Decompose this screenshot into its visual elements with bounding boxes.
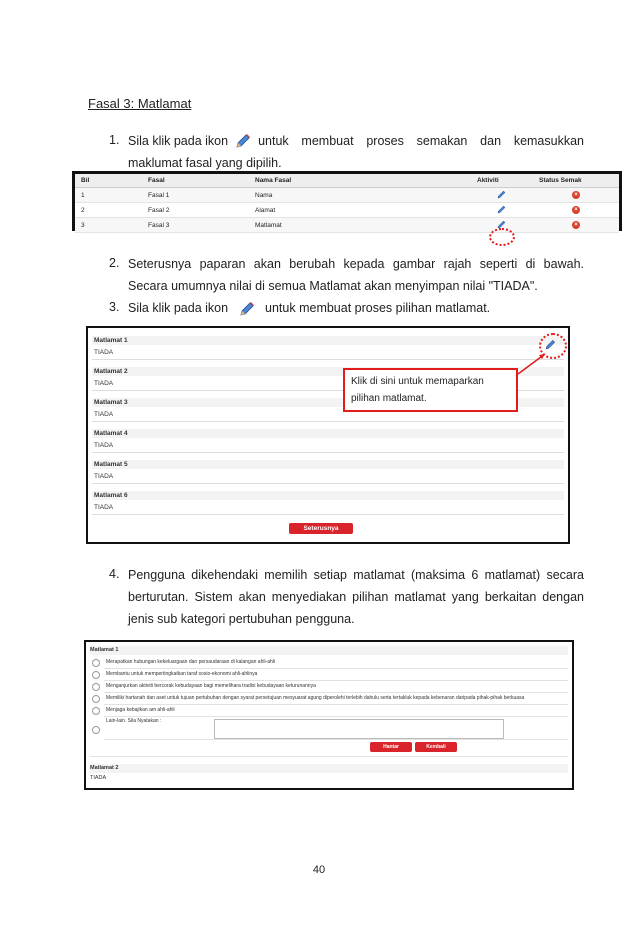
matlamat-value: TIADA [94,411,114,418]
matlamat-value: TIADA [94,380,114,387]
fasal-table [75,174,619,233]
callout-arrow [515,350,551,378]
step-1-text-b: untuk membuat proses semakan dan kemasukkan [258,134,584,148]
lain-lain-textarea[interactable] [214,719,504,739]
matlamat-header-bar [92,336,564,345]
col-header-bil: Bil [75,174,142,188]
cell-status [533,203,619,218]
step-3-text [128,297,584,319]
divider [104,716,568,717]
callout-box [343,368,518,412]
hantar-button[interactable]: Hantar [370,742,412,752]
step-3-number: 3. [109,300,120,314]
option-label: Merapatkan hubungan kekeluargaan dan persaudaraan di kalangan ahli-ahli [106,659,276,665]
options-header-bar [90,646,568,655]
divider [92,452,564,453]
edit-pencil-icon[interactable] [497,204,507,214]
divider [92,514,564,515]
cell-nama: Alamat [249,203,471,218]
divider [104,739,568,740]
cell-fasal: Fasal 3 [142,218,249,233]
col-header-aktiviti: Aktiviti [471,174,533,188]
section-heading: Fasal 3: Matlamat [88,96,192,111]
matlamat-value: TIADA [94,473,114,480]
cell-fasal: Fasal 1 [142,188,249,203]
option-radio[interactable] [92,671,100,679]
step-4-line1: Pengguna dikehendaki memilih setiap matlamat (maksima 6 matlamat) secara [128,568,584,582]
matlamat-value: TIADA [94,504,114,511]
matlamat-value: TIADA [94,349,114,356]
status-x-icon: × [572,221,580,229]
seterusnya-button[interactable]: Seterusnya [289,523,353,534]
table-header-row [75,174,619,188]
matlamat-list-screenshot [86,326,570,544]
matlamat-label: Matlamat 4 [94,430,128,437]
page-number: 40 [312,864,326,876]
pencil-icon [238,300,256,318]
cell-bil: 2 [75,203,142,218]
divider [90,756,568,757]
edit-pencil-icon[interactable] [497,189,507,199]
cell-status [533,218,619,233]
col-header-fasal: Fasal [142,174,249,188]
divider [104,668,568,669]
option-label: Memiliki hartanah dan aset untuk tujuan pertubuhan dengan syarat persetujuan mesyuarat agung diperolehi terlebih dahulu serta tertakluk kepada kebenaran daripada pihak-pihak berkuasa [106,695,525,701]
kembali-button[interactable]: Kembali [415,742,457,752]
next-matlamat-value: TIADA [90,775,107,781]
fasal-table-screenshot [72,171,622,231]
cell-fasal: Fasal 2 [142,203,249,218]
col-header-status-semak: Status Semak [533,174,619,188]
step-1-text-c: maklumat fasal yang dipilih. [128,156,282,170]
next-matlamat-label: Matlamat 2 [90,765,119,771]
option-label: Menganjurkan aktiviti bercorak kebudayaan bagi memelihara tradisi kebudayaan keturunannya [106,683,316,689]
option-radio[interactable] [92,659,100,667]
step-4-text [128,564,584,630]
option-radio[interactable] [92,695,100,703]
step-3-text-a: Sila klik pada ikon [128,301,229,315]
divider [92,359,564,360]
step-4-number: 4. [109,567,120,581]
table-row [75,218,619,233]
step-1-number: 1. [109,133,120,147]
cell-nama: Matlamat [249,218,471,233]
options-title: Matlamat 1 [90,647,119,653]
matlamat-header-bar [92,460,564,469]
step-2-number: 2. [109,256,120,270]
matlamat-header-bar [92,429,564,438]
callout-line2: pilihan matlamat. [351,393,427,404]
matlamat-label: Matlamat 5 [94,461,128,468]
cell-status [533,188,619,203]
step-1-text-a: Sila klik pada ikon [128,134,229,148]
step-4-line2: berturutan. Sistem akan menyediakan pilihan matlamat yang berkaitan dengan [128,590,584,604]
status-x-icon: × [572,206,580,214]
divider [104,704,568,705]
step-2-line1: Seterusnya paparan akan berubah kepada gambar rajah seperti di bawah. [128,257,584,271]
matlamat-header-bar [92,491,564,500]
step-2-text [128,253,584,297]
option-label: Menjaga kebajikan am ahli-ahli [106,707,175,713]
divider [92,483,564,484]
matlamat-value: TIADA [94,442,114,449]
option-radio[interactable] [92,707,100,715]
cell-bil: 1 [75,188,142,203]
next-header-bar [90,764,568,773]
matlamat-label: Matlamat 3 [94,399,128,406]
cell-nama: Nama [249,188,471,203]
pencil-icon [234,132,252,150]
table-row [75,203,619,218]
step-3-text-b: untuk membuat proses pilihan matlamat. [265,301,491,315]
cell-aktiviti [471,203,533,218]
step-2-line2: Secara umumnya nilai di semua Matlamat akan menyimpan nilai "TIADA". [128,279,538,293]
matlamat-label: Matlamat 1 [94,337,128,344]
cell-bil: 3 [75,218,142,233]
option-radio[interactable] [92,683,100,691]
option-label: Membantu untuk mempertingkatkan taraf sosio-ekonomi ahli-ahlinya [106,671,258,677]
matlamat-options-screenshot [84,640,574,790]
step-1-text [128,130,584,174]
divider [104,680,568,681]
divider [92,421,564,422]
step-4-line3: jenis sub kategori pertubuhan pengguna. [128,612,355,626]
cell-aktiviti [471,188,533,203]
lain-lain-label: Lain-lain. Sila Nyatakan : [106,718,162,724]
highlight-circle [489,228,515,246]
callout-line1: Klik di sini untuk memaparkan [351,376,484,387]
col-header-nama-fasal: Nama Fasal [249,174,471,188]
matlamat-label: Matlamat 2 [94,368,128,375]
option-radio[interactable] [92,726,100,734]
matlamat-label: Matlamat 6 [94,492,128,499]
table-row [75,188,619,203]
status-x-icon: × [572,191,580,199]
divider [104,692,568,693]
